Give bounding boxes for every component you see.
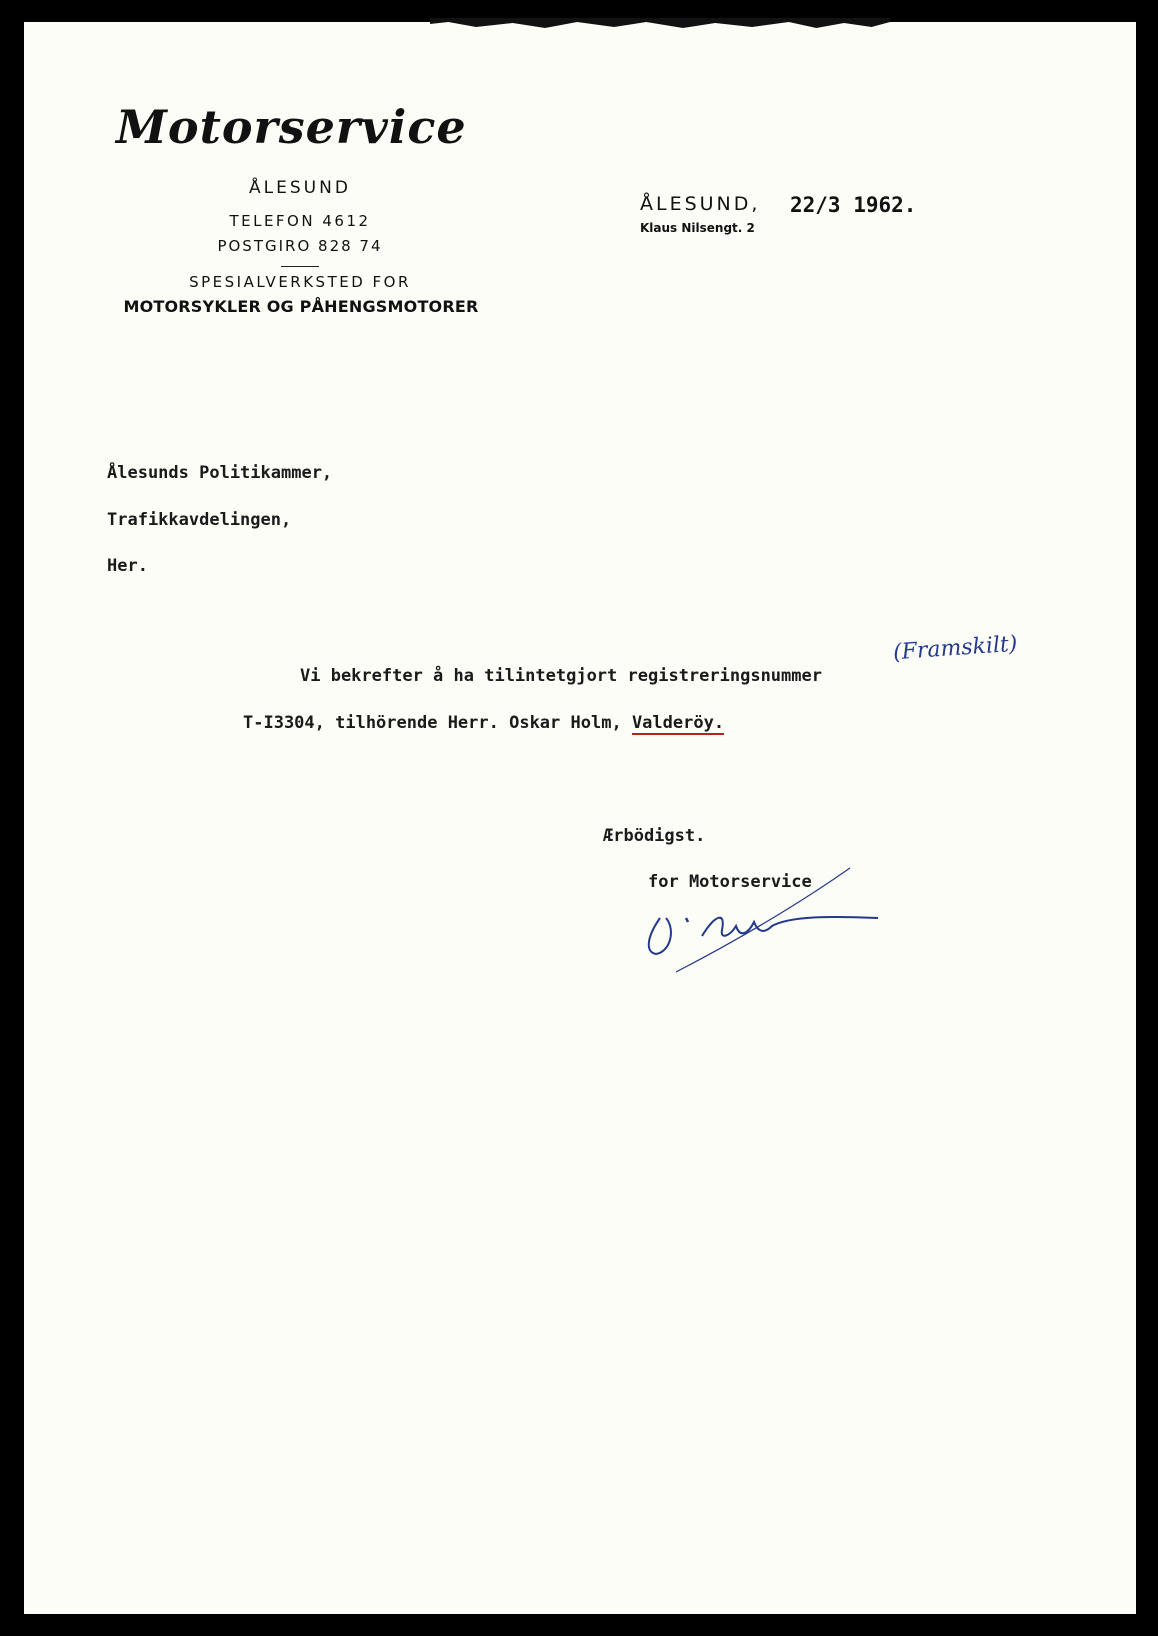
recipient-line-3: Her. <box>107 556 148 576</box>
letterhead-divider <box>281 266 319 267</box>
handwritten-note: (Framskilt) <box>892 631 1019 666</box>
recipient-line-2: Trafikkavdelingen, <box>107 510 292 530</box>
letterhead-specialty-products: MOTORSYKLER OG PÅHENGSMOTORER <box>123 297 479 316</box>
recipient-line-1: Ålesunds Politikammer, <box>107 463 333 483</box>
handwritten-signature <box>640 860 930 980</box>
header-address: Klaus Nilsengt. 2 <box>640 221 755 235</box>
body-line-1: Vi bekrefter å ha tilintetgjort registreringsnummer <box>300 666 822 686</box>
company-logo: Motorservice <box>116 100 467 154</box>
closing-for-company: for Motorservice <box>648 872 812 892</box>
letterhead-specialty: SPESIALVERKSTED FOR <box>189 273 411 291</box>
underlined-place: Valderöy. <box>631 713 725 733</box>
letterhead-city: ÅLESUND <box>249 178 351 198</box>
closing-salutation: Ærbödigst. <box>603 826 706 846</box>
body-line-2-text: T-I3304, tilhörende Herr. Oskar Holm, <box>243 713 632 733</box>
header-city: ÅLESUND, <box>640 193 761 215</box>
letterhead-telephone: TELEFON 4612 <box>229 212 371 230</box>
letter-date: 22/3 1962. <box>790 193 917 217</box>
paper-sheet <box>24 22 1136 1614</box>
body-line-2 <box>243 713 724 733</box>
letterhead-postgiro: POSTGIRO 828 74 <box>217 237 383 255</box>
